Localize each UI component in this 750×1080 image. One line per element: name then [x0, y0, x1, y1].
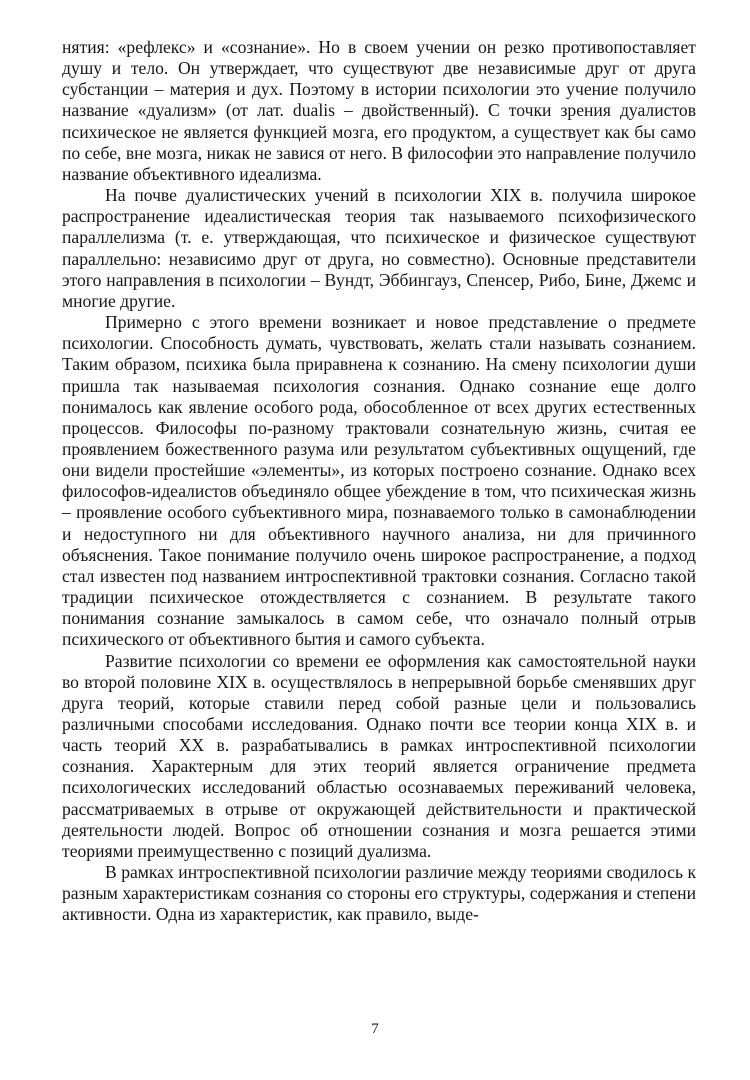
body-text [62, 37, 696, 926]
paragraph-introspective-psychology: Развитие психологии со времени ее оформления как самостоятельной науки во второй половине XIX в. осуществлялось в непрерывной борьбе сменявших друг друга теорий, которые ставили перед собой разные цели и пользовались различными способами исследования. Однако почти все теории конца XIX в. и часть теорий XX в. разрабатывались в рамках интроспективной психологии сознания. Характерным для этих теорий является ограничение предмета психологических исследований областью осознаваемых переживаний человека, рассматриваемых в отрыве от окружающей действительности и практической деятельности людей. Вопрос об отношении сознания и мозга решается этими теориями преимущественно с позиций дуализма. [62, 650, 696, 861]
paragraph-continuation: нятия: «рефлекс» и «сознание». Но в своем учении он резко противопоставляет душу и тело. Он утверждает, что существуют две независимые друг от друга субстанции – материя и дух. Поэтому в истории психологии это учение получило название «дуализм» (от лат. dualis – двойственный). С точки зрения дуалистов психическое не является функцией мозга, его продуктом, а существует как бы само по себе, вне мозга, никак не завися от него. В философии это направление получило название объективного идеализма. [62, 37, 696, 184]
paragraph-psychophysical-parallelism: На почве дуалистических учений в психологии XIX в. получила широкое распространение идеалистическая теория так называемого психофизического параллелизма (т. е. утверждающая, что психическое и физическое существуют параллельно: независимо друг от друга, но совместно). Основные представители этого направления в психологии – Вундт, Эббингауз, Спенсер, Рибо, Бине, Джемс и многие другие. [62, 185, 696, 311]
paragraph-theories-differences: В рамках интроспективной психологии различие между теориями сводилось к разным характеристикам сознания со стороны его структуры, содержания и степени активности. Одна из характеристик, как правило, выде- [62, 862, 696, 925]
page-number: 7 [371, 1021, 379, 1037]
paragraph-psychology-of-consciousness: Примерно с этого времени возникает и новое представление о предмете психологии. Способность думать, чувствовать, желать стали называть сознанием. Таким образом, психика была приравнена к сознанию. На смену психологии души пришла так называемая психология сознания. Однако сознание еще долго понималось как явление особого рода, обособленное от всех других естественных процессов. Философы по-разному трактовали сознательную жизнь, считая ее проявлением божественного разума или результатом субъективных ощущений, где они видели простейшие «элементы», из которых построено сознание. Однако всех философов-идеалистов объединяло общее убеждение в том, что психическая жизнь – проявление особого субъективного мира, познаваемого только в самонаблюдении и недоступного ни для объективного научного анализа, ни для причинного объяснения. Такое понимание получило очень широкое распространение, а подход стал известен под названием интроспективной трактовки сознания. Согласно такой традиции психическое отождествляется с сознанием. В результате такого понимания сознание замыкалось в самом себе, что означало полный отрыв психического от объективного бытия и самого субъекта. [62, 312, 696, 650]
